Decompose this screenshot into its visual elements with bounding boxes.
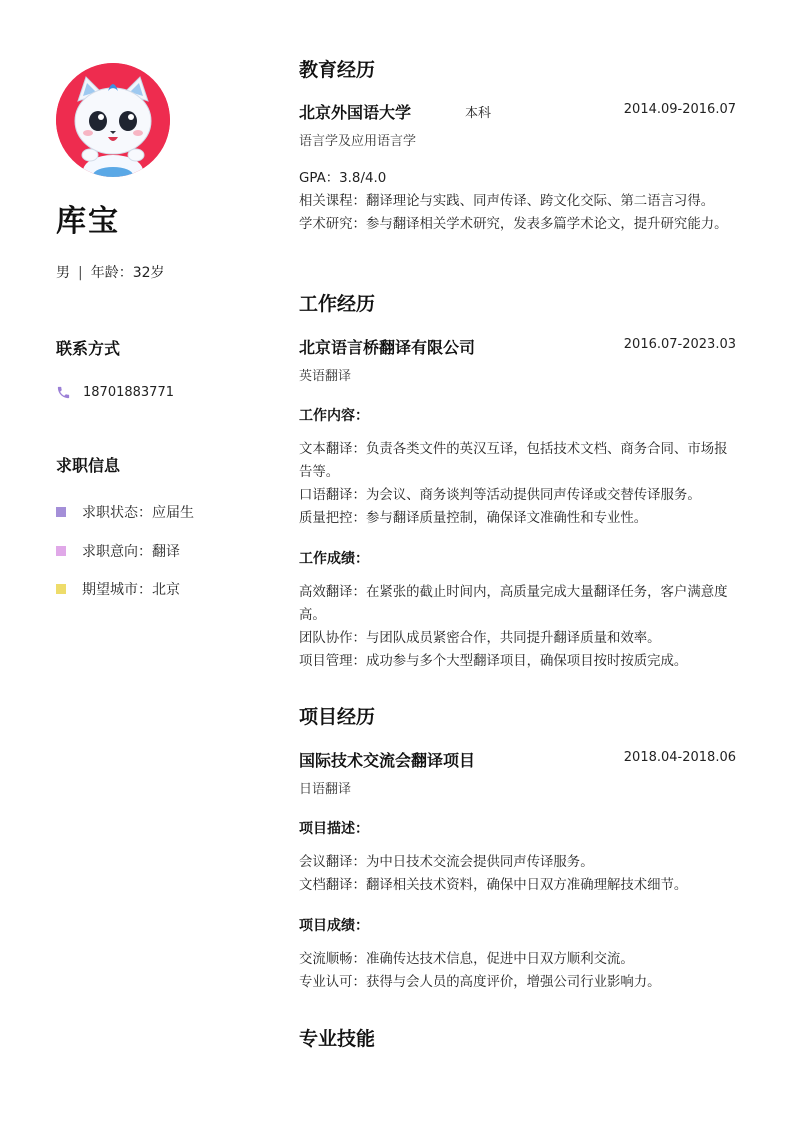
major: 语言学及应用语言学	[299, 134, 417, 149]
research-line: 学术研究：参与翻译相关学术研究，发表多篇学术论文，提升研究能力。	[299, 217, 728, 232]
work-achievements	[299, 581, 739, 673]
project-title: 项目经历	[299, 706, 376, 728]
project-header	[299, 748, 736, 771]
work-content-label: 工作内容：	[299, 408, 369, 424]
project-name: 国际技术交流会翻译项目	[299, 751, 476, 770]
list-item: 项目管理：成功参与多个大型翻译项目，确保项目按时按质完成。	[299, 654, 688, 669]
list-item: 团队协作：与团队成员紧密合作，共同提升翻译质量和效率。	[299, 631, 661, 646]
list-item: 高效翻译：在紧张的截止时间内，高质量完成大量翻译任务，客户满意度高。	[299, 585, 728, 623]
bullet-square-icon	[56, 584, 66, 594]
main-content	[299, 0, 739, 1121]
sidebar	[0, 0, 262, 1121]
job-intent: 求职意向：翻译	[82, 544, 180, 560]
work-dates: 2016.07-2023.03	[623, 337, 736, 352]
gender: 男	[56, 265, 70, 281]
basic-info	[56, 262, 165, 282]
education-title: 教育经历	[299, 59, 376, 81]
phone-number[interactable]: 18701883771	[83, 385, 174, 400]
work-title: 工作经历	[299, 293, 376, 315]
courses-line: 相关课程：翻译理论与实践、同声传译、跨文化交际、第二语言习得。	[299, 194, 715, 209]
project-desc-label: 项目描述：	[299, 821, 369, 837]
job-info-title: 求职信息	[56, 456, 121, 475]
work-role: 英语翻译	[299, 369, 352, 384]
list-item: 文档翻译：翻译相关技术资料，确保中日双方准确理解技术细节。	[299, 878, 688, 893]
project-dates: 2018.04-2018.06	[623, 750, 736, 765]
school-name: 北京外国语大学	[299, 103, 412, 122]
list-item: 会议翻译：为中日技术交流会提供同声传译服务。	[299, 855, 594, 870]
degree: 本科	[465, 106, 492, 121]
project-role: 日语翻译	[299, 782, 352, 797]
job-intent-item	[56, 541, 180, 561]
job-status-item	[56, 502, 194, 522]
project-desc	[299, 851, 739, 897]
phone-row	[56, 385, 174, 400]
list-item: 口语翻译：为会议、商务谈判等活动提供同声传译或交替传译服务。	[299, 488, 701, 503]
work-content	[299, 438, 739, 530]
list-item: 文本翻译：负责各类文件的英汉互译，包括技术文档、商务合同、市场报告等。	[299, 442, 728, 480]
company-name: 北京语言桥翻译有限公司	[299, 338, 476, 357]
work-achievements-label: 工作成绩：	[299, 551, 369, 567]
job-status: 求职状态：应届生	[82, 505, 194, 521]
project-results	[299, 948, 739, 994]
job-city-item	[56, 579, 180, 599]
contact-title: 联系方式	[56, 339, 121, 358]
education-details	[299, 167, 739, 236]
candidate-name: 库宝	[56, 204, 120, 239]
gpa-line: GPA：3.8/4.0	[299, 171, 387, 186]
bullet-square-icon	[56, 507, 66, 517]
work-header	[299, 335, 736, 358]
list-item: 交流顺畅：准确传达技术信息，促进中日双方顺利交流。	[299, 952, 634, 967]
list-item: 质量把控：参与翻译质量控制，确保译文准确性和专业性。	[299, 511, 648, 526]
bullet-square-icon	[56, 546, 66, 556]
separator: |	[78, 265, 83, 281]
list-item: 专业认可：获得与会人员的高度评价，增强公司行业影响力。	[299, 975, 661, 990]
education-dates: 2014.09-2016.07	[623, 102, 736, 117]
phone-icon	[56, 385, 71, 400]
project-results-label: 项目成绩：	[299, 918, 369, 934]
education-header	[299, 100, 736, 123]
age: 年龄：32岁	[90, 265, 165, 281]
avatar	[56, 63, 170, 177]
skills-title: 专业技能	[299, 1028, 376, 1050]
job-city: 期望城市：北京	[82, 582, 180, 598]
cat-mascot-icon	[56, 63, 170, 177]
